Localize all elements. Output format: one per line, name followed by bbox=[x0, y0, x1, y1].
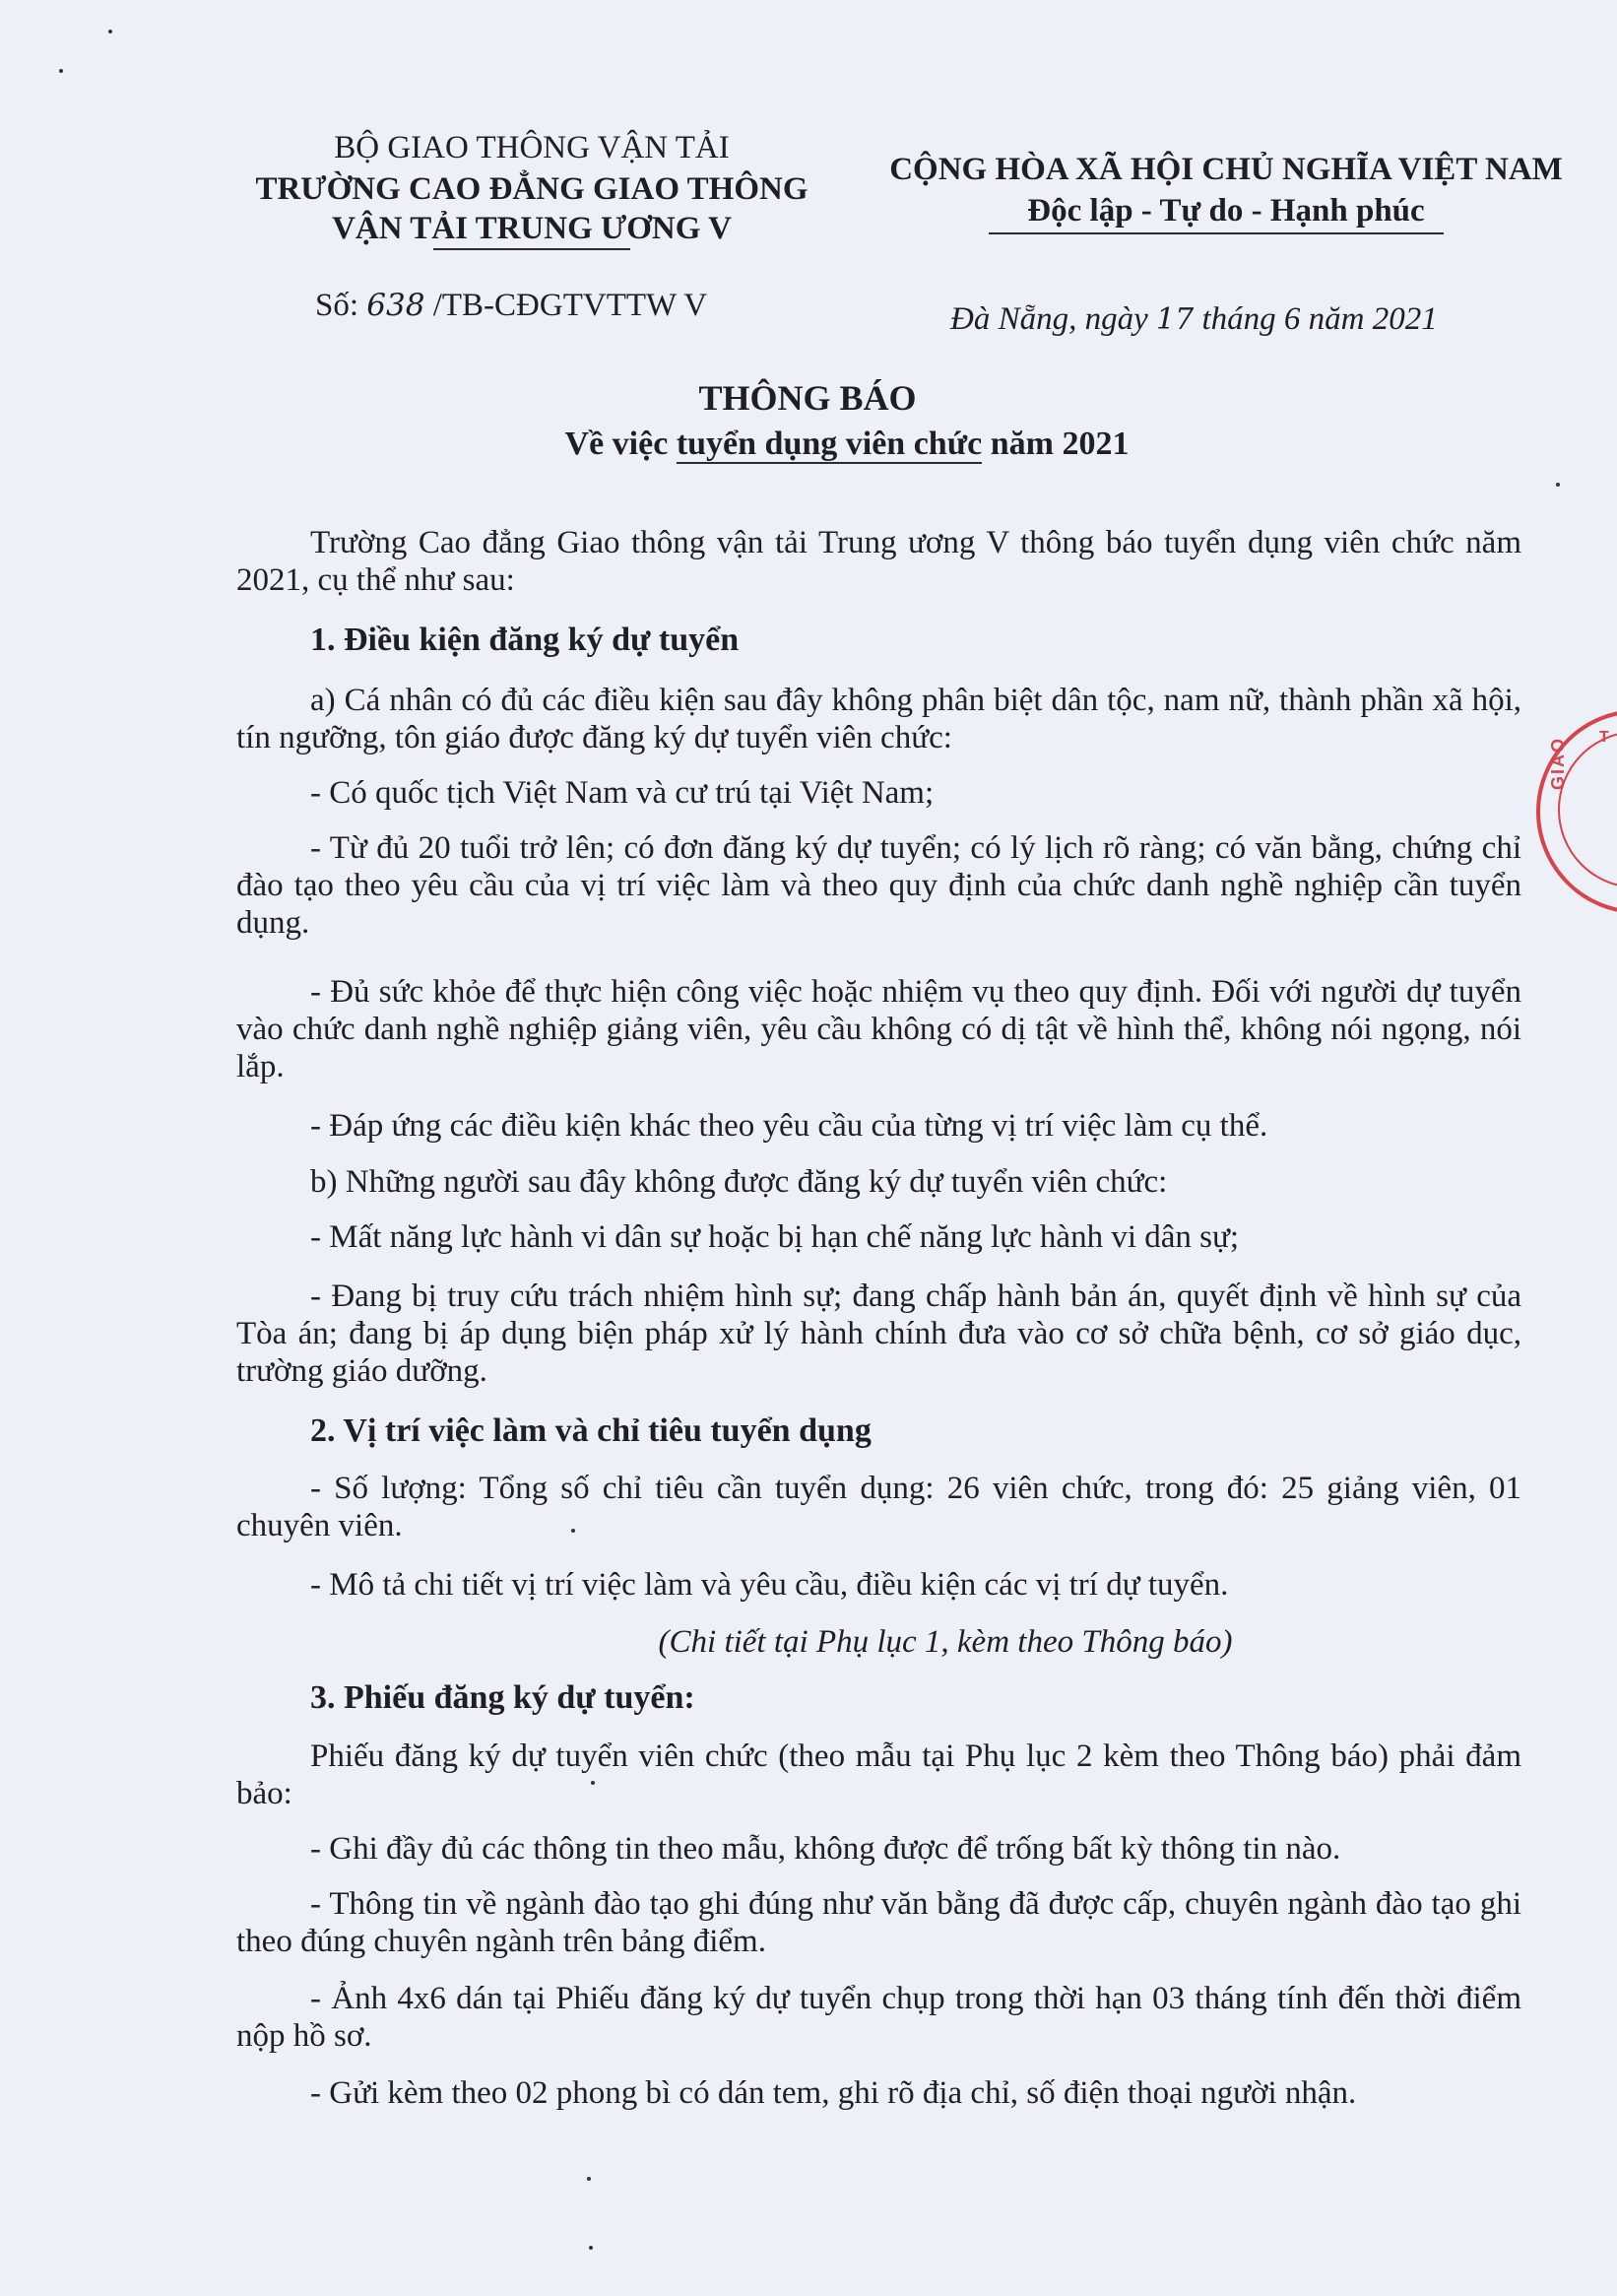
number-suffix: /TB-CĐGTVTTW V bbox=[432, 288, 708, 323]
date-suffix: tháng 6 năm 2021 bbox=[1201, 301, 1438, 337]
school-name-line2: VẬN TẢI TRUNG ƯƠNG V bbox=[332, 211, 732, 246]
paragraph-1a-3: - Đủ sức khỏe để thực hiện công việc hoặc nhiệm vụ theo quy định. Đối với người dự tuyển vào chức danh nghề nghiệp giảng viên, yêu cầu không có dị tật về hình thể, không nói ngọng, nói lắp. bbox=[236, 974, 1521, 1084]
paragraph-1a-4: - Đáp ứng các điều kiện khác theo yêu cầu của từng vị trí việc làm cụ thể. bbox=[310, 1108, 1268, 1144]
republic-name: CỘNG HÒA XÃ HỘI CHỦ NGHĨA VIỆT NAM bbox=[889, 152, 1563, 187]
paragraph-3d: - Gửi kèm theo 02 phong bì có dán tem, ghi rõ địa chỉ, số điện thoại người nhận. bbox=[310, 2075, 1357, 2111]
number-handwritten: 638 bbox=[366, 288, 425, 323]
paragraph-2a: - Số lượng: Tổng số chỉ tiêu cần tuyển dụng: 26 viên chức, trong đó: 25 giảng viên, 01 chuyên viên. bbox=[236, 1471, 1521, 1543]
official-stamp bbox=[1536, 709, 1617, 914]
document-date bbox=[950, 299, 1438, 340]
paragraph-1a: a) Cá nhân có đủ các điều kiện sau đây không phân biệt dân tộc, nam nữ, thành phần xã hội, tín ngưỡng, tôn giáo được đăng ký dự tuyển viên chức: bbox=[236, 683, 1521, 755]
scan-speck bbox=[1556, 483, 1560, 487]
scan-speck bbox=[591, 1781, 595, 1785]
paragraph-1b-2: - Đang bị truy cứu trách nhiệm hình sự; đang chấp hành bản án, quyết định về hình sự của Tòa án; đang bị áp dụng biện pháp xử lý hành chính đưa vào cơ sở chữa bệnh, cơ sở giáo dục, trường giáo dưỡng. bbox=[236, 1279, 1521, 1389]
subtitle-suffix: năm 2021 bbox=[990, 426, 1130, 462]
national-motto: Độc lập - Tự do - Hạnh phúc bbox=[1027, 193, 1425, 229]
paragraph-1b: b) Những người sau đây không được đăng ký dự tuyển viên chức: bbox=[310, 1164, 1168, 1200]
notice-subtitle bbox=[463, 424, 1231, 465]
subtitle-underlined: tuyển dụng viên chức bbox=[676, 426, 983, 462]
scan-speck bbox=[571, 1529, 575, 1533]
section-2-heading: 2. Vị trí việc làm và chỉ tiêu tuyển dụng bbox=[310, 1412, 872, 1449]
paragraph-3a: - Ghi đầy đủ các thông tin theo mẫu, không được để trống bất kỳ thông tin nào. bbox=[310, 1831, 1341, 1867]
paragraph-3: Phiếu đăng ký dự tuyển viên chức (theo mẫu tại Phụ lục 2 kèm theo Thông báo) phải đảm bảo: bbox=[236, 1738, 1521, 1811]
scan-speck bbox=[587, 2177, 591, 2181]
paragraph-1a-2: - Từ đủ 20 tuổi trở lên; có đơn đăng ký dự tuyển; có lý lịch rõ ràng; có văn bằng, chứng chỉ đào tạo theo yêu cầu của vị trí việc làm và theo quy định của chức danh nghề nghiệp cần tuyển dụng. bbox=[236, 830, 1521, 941]
notice-title: THÔNG BÁO bbox=[698, 378, 917, 418]
document-number bbox=[315, 286, 707, 325]
paragraph-1a-1: - Có quốc tịch Việt Nam và cư trú tại Việt Nam; bbox=[310, 775, 935, 811]
paragraph-2b: - Mô tả chi tiết vị trí việc làm và yêu cầu, điều kiện các vị trí dự tuyển. bbox=[310, 1567, 1229, 1603]
subtitle-prefix: Về việc bbox=[564, 426, 669, 462]
paragraph-1b-1: - Mất năng lực hành vi dân sự hoặc bị hạn chế năng lực hành vi dân sự; bbox=[310, 1219, 1240, 1255]
intro-paragraph: Trường Cao đẳng Giao thông vận tải Trung ương V thông báo tuyển dụng viên chức năm 2021, cụ thể như sau: bbox=[236, 525, 1521, 598]
date-prefix: Đà Nẵng, ngày bbox=[950, 301, 1148, 337]
paragraph-3c: - Ảnh 4x6 dán tại Phiếu đăng ký dự tuyển chụp trong thời hạn 03 tháng tính đến thời điểm nộp hồ sơ. bbox=[236, 1981, 1521, 2054]
stamp-text: GIAO bbox=[1548, 736, 1568, 790]
scan-speck bbox=[108, 30, 112, 33]
header-right-underline bbox=[989, 232, 1444, 234]
paragraph-2-note: (Chi tiết tại Phụ lục 1, kèm theo Thông báo) bbox=[658, 1624, 1233, 1660]
number-prefix: Số: bbox=[315, 288, 359, 323]
section-1-heading: 1. Điều kiện đăng ký dự tuyển bbox=[310, 622, 740, 658]
scan-speck bbox=[59, 69, 63, 73]
header-left-underline bbox=[433, 248, 630, 250]
stamp-text-top: T bbox=[1599, 729, 1609, 746]
section-3-heading: 3. Phiếu đăng ký dự tuyển: bbox=[310, 1679, 695, 1716]
ministry-name: BỘ GIAO THÔNG VẬN TẢI bbox=[334, 130, 730, 165]
school-name-line1: TRƯỜNG CAO ĐẲNG GIAO THÔNG bbox=[255, 171, 808, 207]
paragraph-3b: - Thông tin về ngành đào tạo ghi đúng như văn bằng đã được cấp, chuyên ngành đào tạo ghi theo đúng chuyên ngành trên bảng điểm. bbox=[236, 1886, 1521, 1959]
date-day-handwritten: 17 bbox=[1156, 302, 1195, 337]
scan-speck bbox=[589, 2246, 593, 2250]
